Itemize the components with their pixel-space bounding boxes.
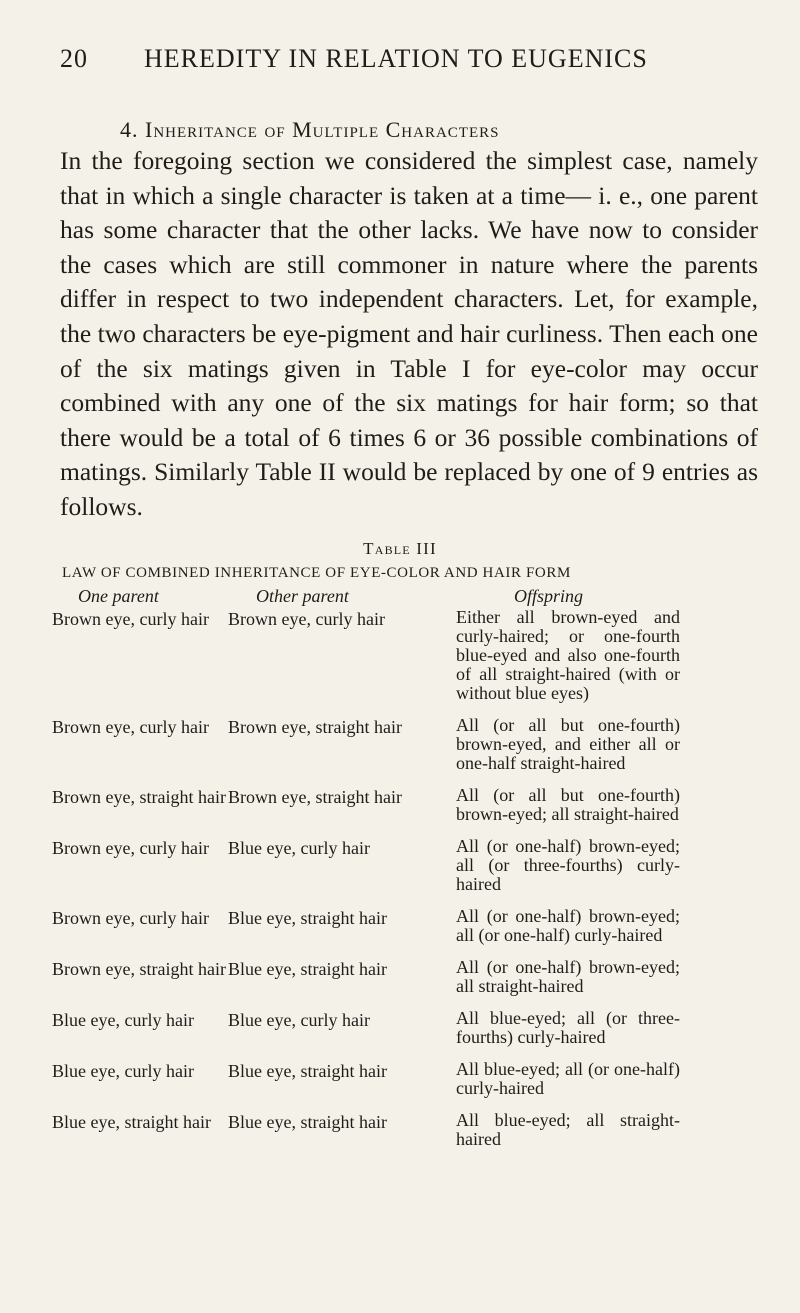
other-parent-cell: Blue eye, straight hair bbox=[228, 959, 387, 979]
other-parent-cell: Blue eye, straight hair bbox=[228, 908, 387, 928]
offspring-cell: All (or all but one-fourth) brown-eyed; all straight-haired bbox=[456, 785, 680, 824]
other-parent-cell: Blue eye, curly hair bbox=[228, 1010, 370, 1030]
one-parent-cell: Blue eye, curly hair bbox=[52, 1010, 194, 1030]
table-row bbox=[0, 786, 800, 824]
other-parent-cell: Blue eye, curly hair bbox=[228, 838, 370, 858]
table-row bbox=[0, 1111, 800, 1149]
offspring-cell: All (or one-half) brown-eyed; all (or three-fourths) curly-haired bbox=[456, 836, 680, 894]
other-parent-cell: Brown eye, curly hair bbox=[228, 609, 385, 629]
offspring-cell: All blue-eyed; all (or three-fourths) curly-haired bbox=[456, 1008, 680, 1047]
body-paragraph: In the foregoing section we considered the simplest case, namely that in which a single character is taken at a time— i. e., one parent has some character that the other lacks. We have now to consider the cases which are still commoner in nature where the parents differ in respect to two independent characters. Let, for example, the two characters be eye-pigment and hair curliness. Then each one of the six matings given in Table I for eye-color may occur combined with any one of the six matings for hair form; so that there would be a total of 6 times 6 or 36 possible combinations of matings. Similarly Table II would be replaced by one of 9 entries as follows. bbox=[60, 146, 758, 521]
one-parent-cell: Blue eye, curly hair bbox=[52, 1061, 194, 1081]
one-parent-cell: Blue eye, straight hair bbox=[52, 1112, 211, 1132]
inheritance-table bbox=[0, 608, 800, 1162]
one-parent-cell: Brown eye, straight hair bbox=[52, 959, 226, 979]
table-row bbox=[0, 837, 800, 894]
table-row bbox=[0, 1060, 800, 1098]
running-head: HEREDITY IN RELATION TO EUGENICS bbox=[144, 44, 648, 73]
offspring-cell: All (or all but one-fourth) brown-eyed, and either all or one-half straight-haired bbox=[456, 715, 680, 773]
section-title: 4. Inheritance of Multiple Characters bbox=[120, 117, 500, 142]
column-header-offspring: Offspring bbox=[514, 586, 584, 606]
other-parent-cell: Blue eye, straight hair bbox=[228, 1112, 387, 1132]
other-parent-cell: Blue eye, straight hair bbox=[228, 1061, 387, 1081]
offspring-cell: All (or one-half) brown-eyed; all (or one-half) curly-haired bbox=[456, 906, 680, 945]
one-parent-cell: Brown eye, curly hair bbox=[52, 609, 209, 629]
offspring-cell: Either all brown-eyed and curly-haired; or one-fourth blue-eyed and also one-fourth of all straight-haired (with or without blue eyes) bbox=[456, 607, 680, 703]
table-row bbox=[0, 907, 800, 945]
one-parent-cell: Brown eye, curly hair bbox=[52, 717, 209, 737]
page-number: 20 bbox=[60, 44, 88, 73]
one-parent-cell: Brown eye, curly hair bbox=[52, 838, 209, 858]
other-parent-cell: Brown eye, straight hair bbox=[228, 717, 402, 737]
page-header bbox=[60, 44, 770, 84]
table-row bbox=[0, 1009, 800, 1047]
table-heading: LAW OF COMBINED INHERITANCE OF EYE-COLOR AND HAIR FORM bbox=[62, 565, 571, 581]
column-header-one-parent: One parent bbox=[78, 586, 159, 606]
table-row bbox=[0, 716, 800, 773]
offspring-cell: All blue-eyed; all straight-haired bbox=[456, 1110, 680, 1149]
offspring-cell: All blue-eyed; all (or one-half) curly-haired bbox=[456, 1059, 680, 1098]
offspring-cell: All (or one-half) brown-eyed; all straight-haired bbox=[456, 957, 680, 996]
column-header-other-parent: Other parent bbox=[256, 586, 349, 606]
other-parent-cell: Brown eye, straight hair bbox=[228, 787, 402, 807]
table-caption: Table III bbox=[363, 539, 437, 558]
table-row bbox=[0, 608, 800, 703]
table-row bbox=[0, 958, 800, 996]
one-parent-cell: Brown eye, curly hair bbox=[52, 908, 209, 928]
one-parent-cell: Brown eye, straight hair bbox=[52, 787, 226, 807]
